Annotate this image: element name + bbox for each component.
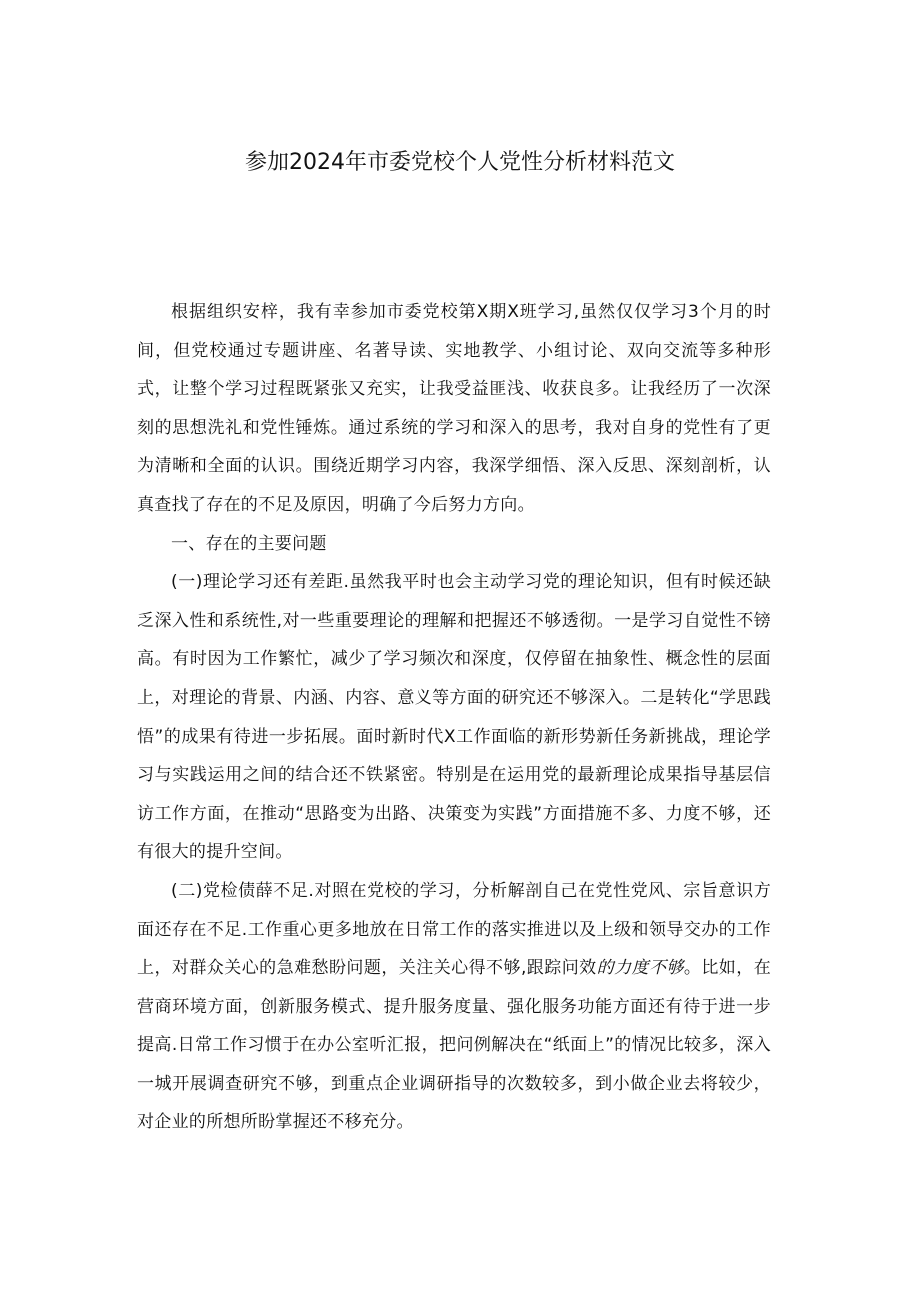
item-party-spirit-text-end: 。比如，在营商环境方面，创新服务模式、提升服务度量、强化服务功能方面还有待于进一步提高.日常工作习惯于在办公室听汇报，把问例解决在“纸面上”的情况比较多，深入一城开展调查研究不够，到重点企业调研指导的次数较多，到小做企业去将较少，对企业的所想所盼掌握还不移充分。: [137, 958, 771, 1133]
item-party-spirit-text-start: (二)党检债薛不足.对照在党校的学习，分析解剖自己在党性党风、宗旨意识方面还存在不足.工作重心更多地放在日常工作的落实推进以及上级和领导交办的工作上，对群众关心的急难愁盼问题，关注关心得不够,跟踪问效: [137, 880, 771, 979]
document-title: 参加2024年市委党校个人党性分析材料范文: [245, 150, 675, 175]
item-theory-study-paragraph: (一)理论学习还有差距.虽然我平时也会主动学习党的理论知识，但有时候还缺乏深入性和系统性,对一些重要理论的理解和把握还不够透彻。一是学习自觉性不镑高。有时因为工作繁忙，减少了学习频次和深度，仅停留在抽象性、概念性的层面上，对理论的背景、内涵、内容、意义等方面的研究还不够深入。二是转化“学思践悟”的成果有待进一步拓展。面时新时代X工作面临的新形势新任务新挑战，理论学习与实践运用之间的结合还不铁紧密。特别是在运用党的最新理论成果指导基层信访工作方面，在推动“思路变为出路、决策变为实践”方面措施不多、力度不够，还有很大的提升空间。: [137, 572, 771, 863]
section-heading-problems: 一、存在的主要问题: [171, 533, 327, 554]
document-body: [137, 293, 771, 1142]
intro-paragraph: 根据组织安梓，我有幸参加市委党校第X期X班学习,虽然仅仅学习3个月的时间，但党校通过专题讲座、名著导读、实地教学、小组讨论、双向交流等多种形式，让整个学习过程既紧张又充实，让我受益匪浅、收获良多。让我经历了一次深刻的思想洗礼和党性锤炼。通过系统的学习和深入的思考，我对自身的党性有了更为清晰和全面的认识。围绕近期学习内容，我深学细悟、深入反思、深刻剖析，认真查找了存在的不足及原因，明确了今后努力方向。: [137, 302, 771, 515]
item-party-spirit-paragraph: [137, 872, 771, 1142]
item-party-spirit-italic-text: 的力度不够: [596, 958, 684, 979]
